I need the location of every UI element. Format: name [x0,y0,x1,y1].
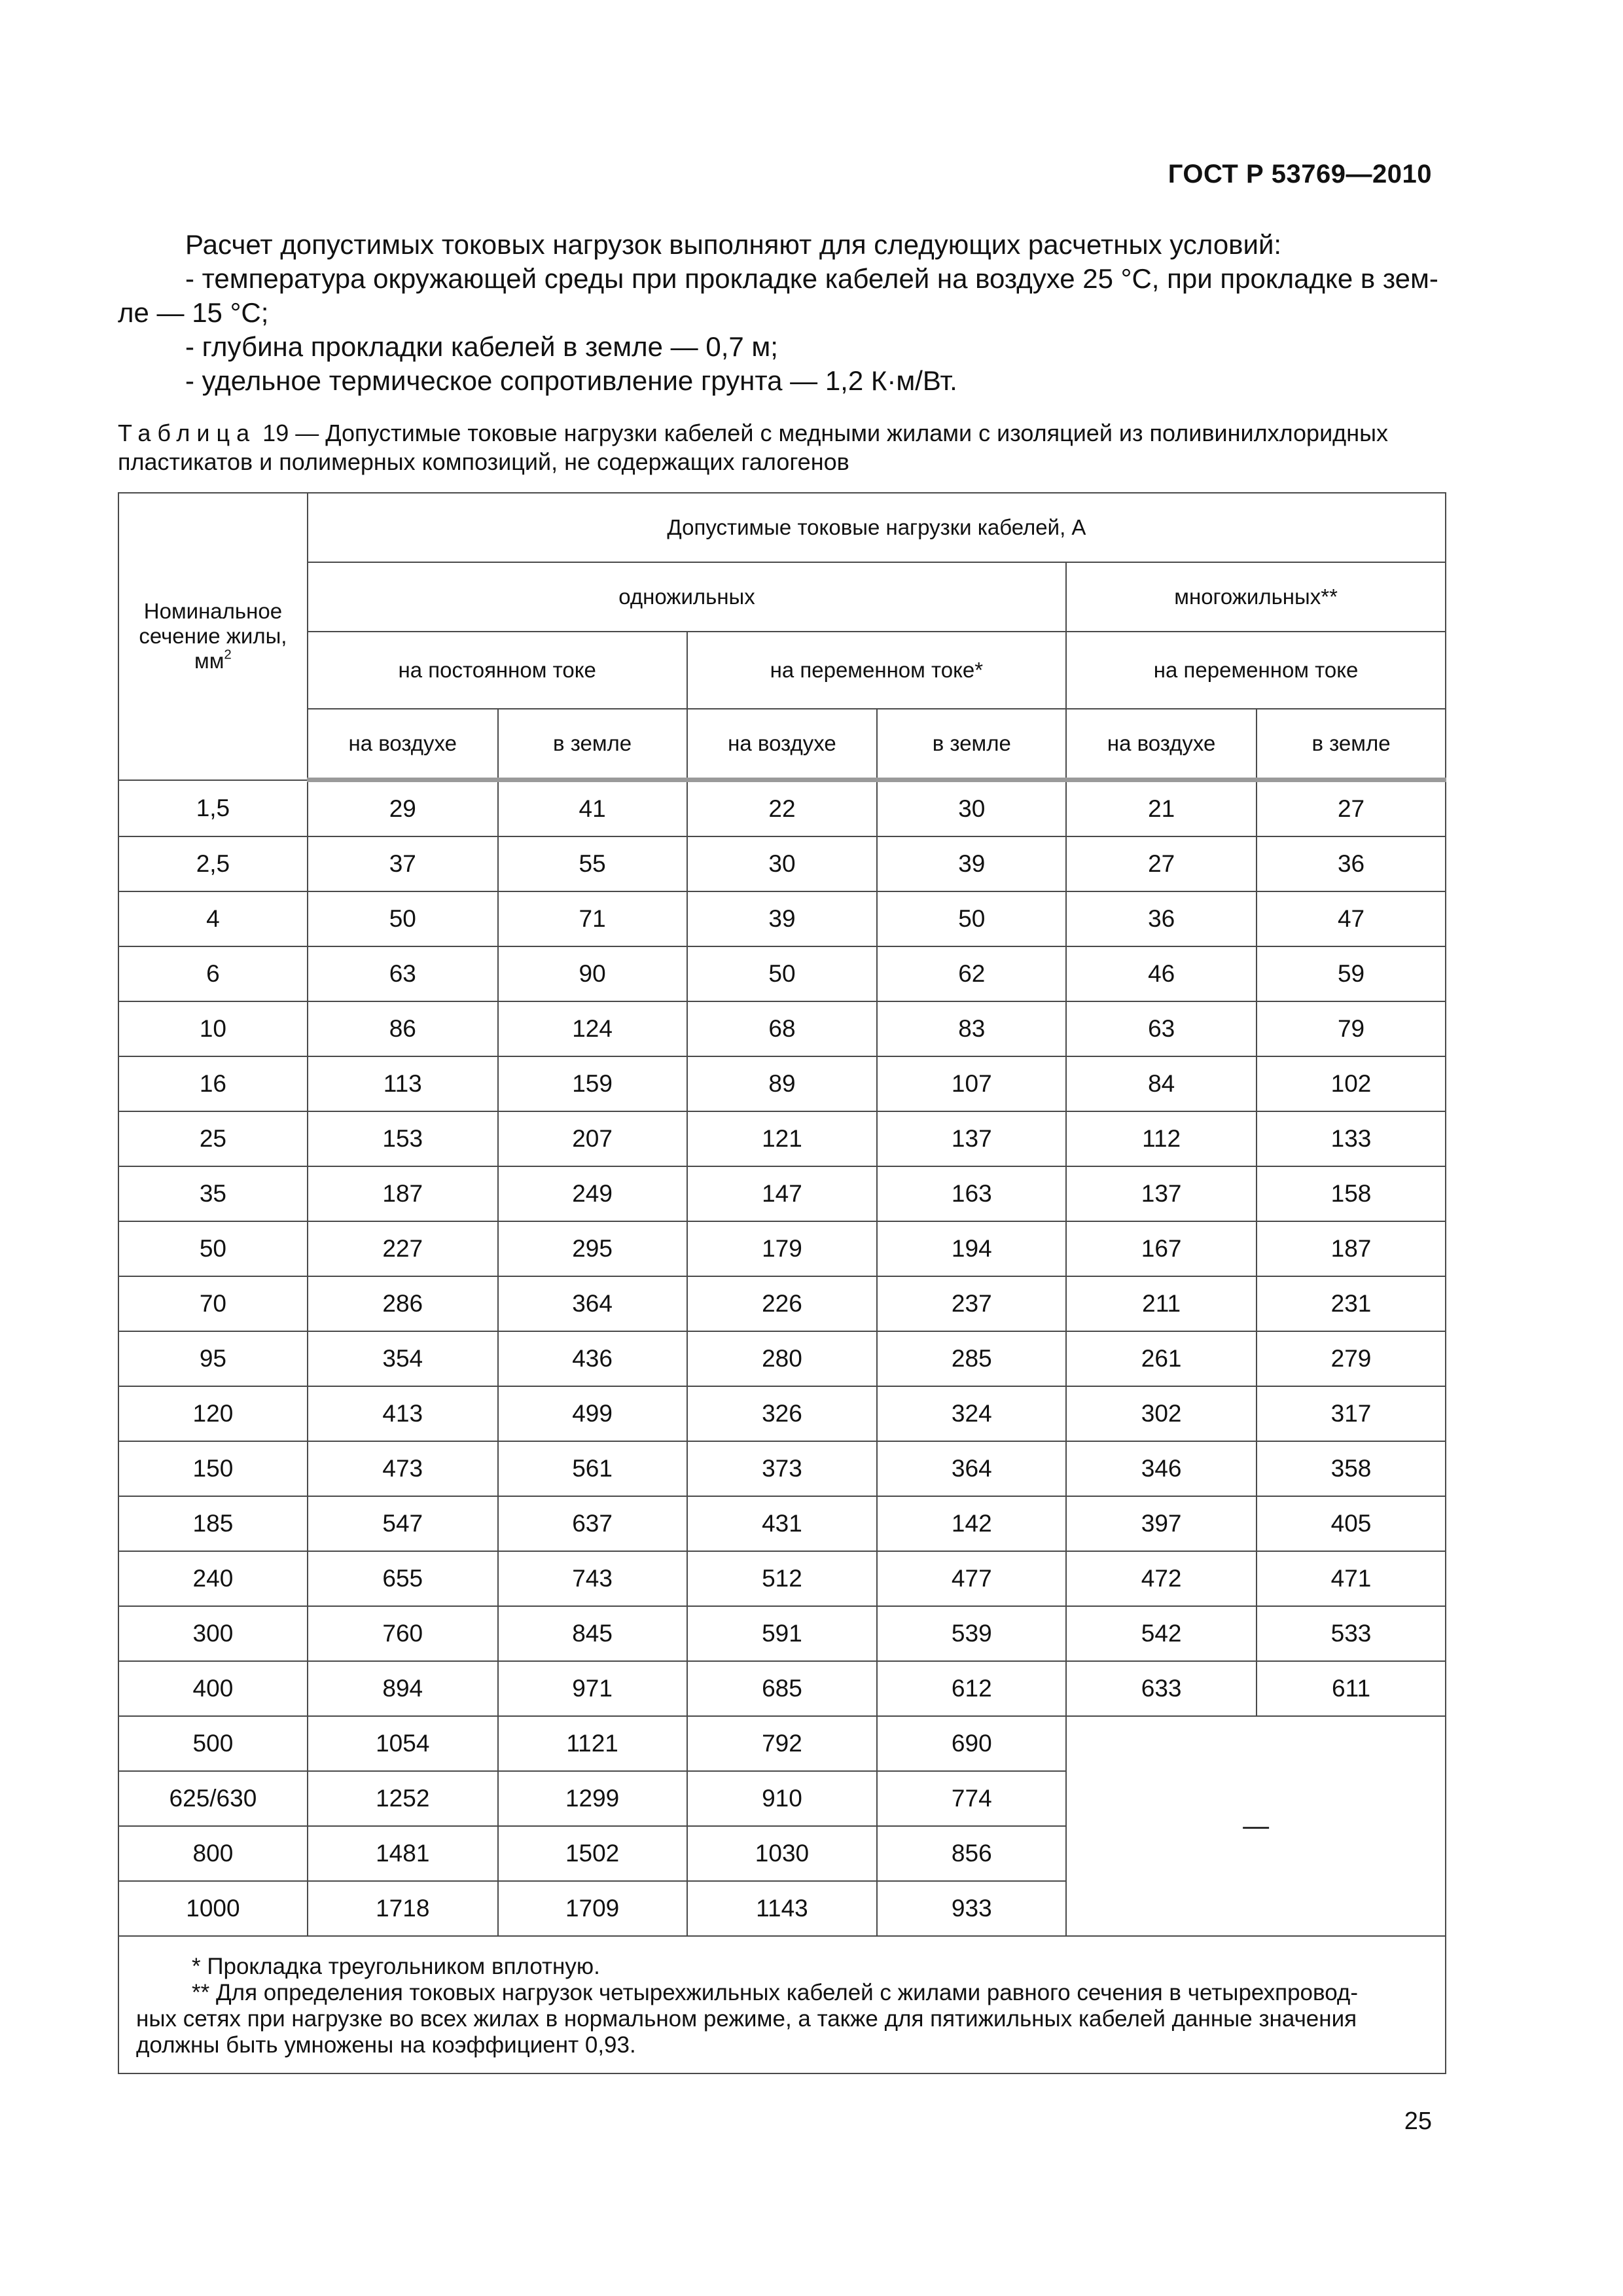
table-row [118,1056,1446,1111]
cell-value: 547 [308,1496,498,1551]
cell-value: 37 [308,836,498,891]
cell-value: 760 [308,1606,498,1661]
footnote-2-line: ных сетях при нагрузке во всех жилах в нормальном режиме, а также для пятижильных кабелей данные значения [136,2006,1357,2032]
cell-section: 500 [118,1716,308,1771]
cell-value: 364 [498,1276,687,1331]
cell-value: 512 [687,1551,878,1606]
cell-value: 113 [308,1056,498,1111]
cell-value: 655 [308,1551,498,1606]
cell-section: 35 [118,1166,308,1221]
cell-value: 39 [877,836,1066,891]
header-ground: в земле [1257,709,1446,780]
cell-value: 79 [1257,1001,1446,1056]
page-number: 25 [1404,2108,1432,2135]
cell-value: 159 [498,1056,687,1111]
cell-value: 1481 [308,1826,498,1881]
cell-value: 317 [1257,1386,1446,1441]
cell-section: 1000 [118,1881,308,1936]
table-row [118,1716,1446,1771]
current-load-table [118,492,1446,2074]
cell-value: 68 [687,1001,878,1056]
table-row [118,1441,1446,1496]
header-air: на воздухе [1066,709,1257,780]
cell-value: 107 [877,1056,1066,1111]
cell-value: 1299 [498,1771,687,1826]
cell-value: 591 [687,1606,878,1661]
cell-value: 856 [877,1826,1066,1881]
header-ac-single: на переменном токе* [687,632,1067,709]
header-section-label: Номинальное сечение жилы, мм [139,599,287,673]
cell-value: 346 [1066,1441,1257,1496]
cell-value: 471 [1257,1551,1446,1606]
cell-value: 89 [687,1056,878,1111]
table-row [118,1331,1446,1386]
cell-section: 240 [118,1551,308,1606]
cell-value: 59 [1257,946,1446,1001]
cell-value: 71 [498,891,687,946]
cell-value: 163 [877,1166,1066,1221]
cell-value: 231 [1257,1276,1446,1331]
cell-section: 50 [118,1221,308,1276]
header-ground: в земле [498,709,687,780]
cell-value: 137 [877,1111,1066,1166]
cell-value: 743 [498,1551,687,1606]
intro-item: - глубина прокладки кабелей в земле — 0,7 м; [185,331,778,362]
cell-section: 300 [118,1606,308,1661]
cell-value: 63 [1066,1001,1257,1056]
cell-value: 47 [1257,891,1446,946]
table-row [118,1661,1446,1716]
cell-section: 400 [118,1661,308,1716]
cell-section: 25 [118,1111,308,1166]
header-air: на воздухе [687,709,878,780]
cell-value: 637 [498,1496,687,1551]
cell-value: 102 [1257,1056,1446,1111]
cell-section: 6 [118,946,308,1001]
intro-line: Расчет допустимых токовых нагрузок выполняют для следующих расчетных условий: [185,229,1282,260]
table-row [118,1496,1446,1551]
cell-value: 792 [687,1716,878,1771]
cell-value: 1709 [498,1881,687,1936]
cell-value: 612 [877,1661,1066,1716]
cell-value: 436 [498,1331,687,1386]
cell-section: 1,5 [118,780,308,837]
cell-value: 124 [498,1001,687,1056]
cell-value: 286 [308,1276,498,1331]
cell-value: 41 [498,780,687,837]
cell-value: 187 [1257,1221,1446,1276]
cell-value: 179 [687,1221,878,1276]
cell-value: 261 [1066,1331,1257,1386]
cell-value: 50 [877,891,1066,946]
cell-section: 95 [118,1331,308,1386]
cell-value: 50 [687,946,878,1001]
header-section-sup: 2 [224,647,232,662]
footnote-2-line: ** Для определения токовых нагрузок четырехжильных кабелей с жилами равного сечения в четырехпровод- [192,1980,1358,2005]
cell-value: 285 [877,1331,1066,1386]
cell-value: 405 [1257,1496,1446,1551]
table-body [118,780,1446,1937]
cell-value: 36 [1257,836,1446,891]
cell-value: 539 [877,1606,1066,1661]
cell-value: 1121 [498,1716,687,1771]
cell-value: 533 [1257,1606,1446,1661]
header-permissible-loads: Допустимые токовые нагрузки кабелей, А [308,493,1446,562]
header-section [118,493,308,780]
cell-value: 187 [308,1166,498,1221]
cell-value: 1502 [498,1826,687,1881]
table-row [118,1551,1446,1606]
table-row [118,1606,1446,1661]
intro-item: - удельное термическое сопротивление грунта — 1,2 К·м/Вт. [185,365,957,396]
intro-item-continuation: ле — 15 °С; [118,297,269,328]
cell-value: 1143 [687,1881,878,1936]
cell-value: 153 [308,1111,498,1166]
table-row [118,1221,1446,1276]
cell-value: 167 [1066,1221,1257,1276]
cell-value: 971 [498,1661,687,1716]
cell-value: 302 [1066,1386,1257,1441]
table-row [118,1111,1446,1166]
cell-section: 70 [118,1276,308,1331]
table-caption [118,419,1446,476]
cell-value: 30 [877,780,1066,837]
table-notes [118,1936,1446,2073]
cell-value: 137 [1066,1166,1257,1221]
document-id: ГОСТ Р 53769—2010 [1168,160,1432,188]
cell-value: 280 [687,1331,878,1386]
header-multi-core: многожильных** [1066,562,1446,632]
cell-value: 86 [308,1001,498,1056]
cell-not-applicable: — [1066,1716,1446,1936]
cell-value: 845 [498,1606,687,1661]
cell-value: 30 [687,836,878,891]
cell-value: 133 [1257,1111,1446,1166]
cell-value: 690 [877,1716,1066,1771]
cell-value: 84 [1066,1056,1257,1111]
cell-value: 397 [1066,1496,1257,1551]
cell-value: 499 [498,1386,687,1441]
cell-value: 50 [308,891,498,946]
cell-value: 1054 [308,1716,498,1771]
cell-value: 121 [687,1111,878,1166]
cell-value: 611 [1257,1661,1446,1716]
cell-value: 685 [687,1661,878,1716]
cell-value: 46 [1066,946,1257,1001]
table-row [118,891,1446,946]
cell-value: 324 [877,1386,1066,1441]
cell-value: 194 [877,1221,1066,1276]
cell-value: 158 [1257,1166,1446,1221]
header-ground: в земле [877,709,1066,780]
cell-value: 36 [1066,891,1257,946]
header-air: на воздухе [308,709,498,780]
cell-value: 207 [498,1111,687,1166]
cell-value: 542 [1066,1606,1257,1661]
cell-value: 211 [1066,1276,1257,1331]
cell-value: 90 [498,946,687,1001]
intro-item: - температура окружающей среды при прокладке кабелей на воздухе 25 °С, при прокладке в зем- [185,263,1438,294]
cell-value: 279 [1257,1331,1446,1386]
header-ac-multi: на переменном токе [1066,632,1446,709]
cell-value: 27 [1066,836,1257,891]
cell-section: 185 [118,1496,308,1551]
cell-value: 431 [687,1496,878,1551]
footnote-2-line: должны быть умножены на коэффициент 0,93. [136,2032,636,2058]
cell-section: 10 [118,1001,308,1056]
cell-value: 55 [498,836,687,891]
cell-value: 237 [877,1276,1066,1331]
table-caption-label: Таблица [118,420,257,446]
cell-value: 21 [1066,780,1257,837]
cell-section: 16 [118,1056,308,1111]
table-row [118,1276,1446,1331]
cell-value: 1718 [308,1881,498,1936]
cell-value: 1252 [308,1771,498,1826]
table-caption-number: 19 [262,420,289,446]
table-row [118,1386,1446,1441]
footnote-1: * Прокладка треугольником вплотную. [192,1954,600,1979]
cell-value: 112 [1066,1111,1257,1166]
cell-value: 147 [687,1166,878,1221]
cell-value: 27 [1257,780,1446,837]
cell-value: 358 [1257,1441,1446,1496]
cell-value: 477 [877,1551,1066,1606]
cell-value: 633 [1066,1661,1257,1716]
cell-value: 62 [877,946,1066,1001]
cell-value: 249 [498,1166,687,1221]
cell-value: 22 [687,780,878,837]
cell-value: 774 [877,1771,1066,1826]
cell-value: 326 [687,1386,878,1441]
cell-value: 933 [877,1881,1066,1936]
header-dc: на постоянном токе [308,632,687,709]
cell-value: 373 [687,1441,878,1496]
cell-value: 413 [308,1386,498,1441]
cell-value: 227 [308,1221,498,1276]
cell-value: 63 [308,946,498,1001]
cell-section: 4 [118,891,308,946]
cell-value: 83 [877,1001,1066,1056]
cell-value: 295 [498,1221,687,1276]
table-row [118,780,1446,837]
cell-value: 1030 [687,1826,878,1881]
cell-value: 226 [687,1276,878,1331]
header-single-core: одножильных [308,562,1066,632]
cell-section: 150 [118,1441,308,1496]
table-row [118,836,1446,891]
table-row [118,1001,1446,1056]
cell-value: 910 [687,1771,878,1826]
table-row [118,1166,1446,1221]
table-row [118,946,1446,1001]
cell-value: 472 [1066,1551,1257,1606]
cell-value: 364 [877,1441,1066,1496]
cell-value: 142 [877,1496,1066,1551]
cell-value: 894 [308,1661,498,1716]
intro-text [118,228,1446,398]
cell-value: 29 [308,780,498,837]
cell-section: 120 [118,1386,308,1441]
cell-value: 354 [308,1331,498,1386]
cell-value: 473 [308,1441,498,1496]
cell-value: 561 [498,1441,687,1496]
cell-section: 800 [118,1826,308,1881]
table-caption-text: — Допустимые токовые нагрузки кабелей с медными жилами с изоляцией из поливинилхлоридных [295,420,1388,446]
table-caption-text-continued: пластикатов и полимерных композиций, не содержащих галогенов [118,448,849,475]
cell-section: 2,5 [118,836,308,891]
cell-section: 625/630 [118,1771,308,1826]
cell-value: 39 [687,891,878,946]
